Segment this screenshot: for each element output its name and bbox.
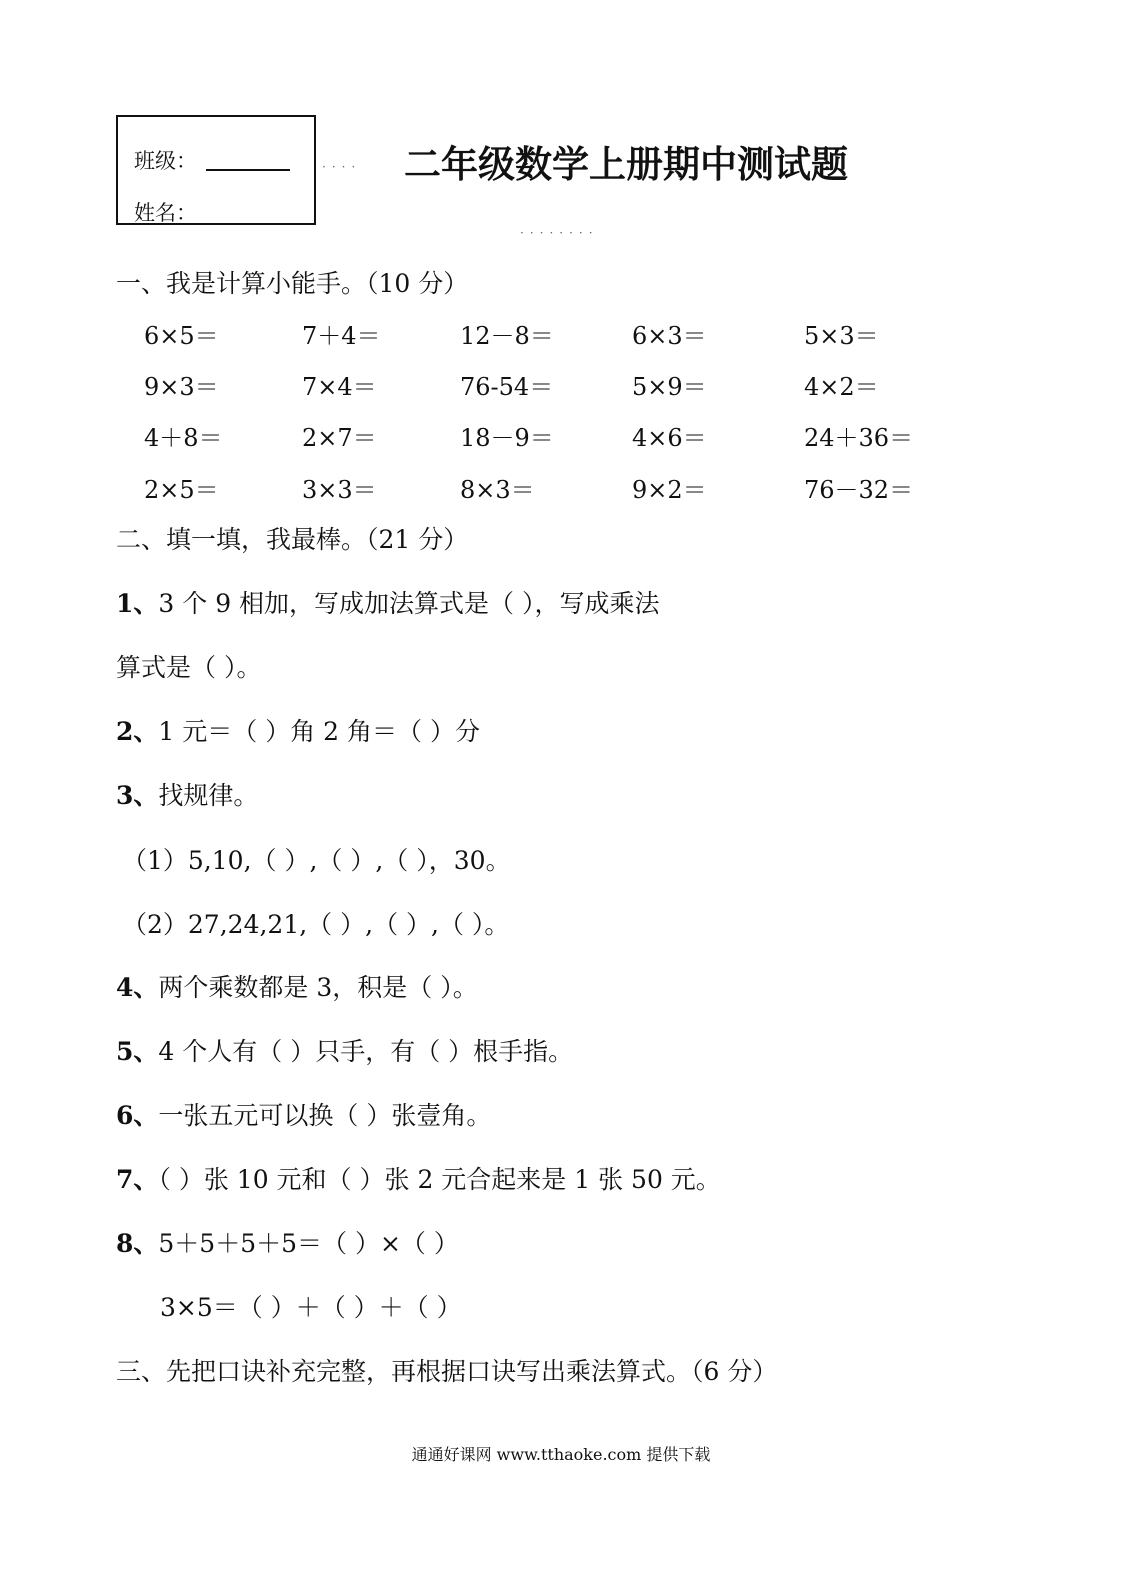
question-text: 1 元＝（ ）角 2 角＝（ ）分 [158,717,480,746]
question-2 [116,712,480,748]
name-label: 姓名： [134,201,197,225]
question-text: 两个乘数都是 3，积是（ ）。 [158,973,478,1002]
question-number: 2、 [116,717,159,746]
calc-item: 4×6＝ [632,424,707,452]
question-text: 3×5＝（ ）＋（ ）＋（ ） [160,1293,462,1322]
question-number: 7、 [116,1165,159,1194]
page-title: 二年级数学上册期中测试题 [404,143,848,186]
class-blank-line [206,169,290,171]
question-text: 4 个人有（ ）只手，有（ ）根手指。 [158,1037,574,1066]
calc-item: 7×4＝ [302,373,377,401]
question-6 [116,1096,491,1132]
question-3-part-2 [122,905,509,941]
decorative-dots-left: ···· [322,160,362,174]
question-number: 8、 [116,1229,159,1258]
calc-item: 5×3＝ [804,322,879,350]
calc-item: 76-54＝ [460,373,554,401]
section1-heading: 一、我是计算小能手。（10 分） [116,269,469,298]
section3-heading: 三、先把口诀补充完整，再根据口诀写出乘法算式。（6 分） [116,1357,778,1386]
question-8 [116,1224,459,1260]
calc-item: 2×7＝ [302,424,377,452]
calc-item: 6×3＝ [632,322,707,350]
question-number: 6、 [116,1101,159,1130]
calc-item: 5×9＝ [632,373,707,401]
calc-item: 4＋8＝ [144,424,223,452]
page-footer: 通通好课网 www.tthaoke.com 提供下载 [411,1445,711,1464]
calc-item: 2×5＝ [144,476,219,504]
question-number: 5、 [116,1037,159,1066]
calc-item: 6×5＝ [144,322,219,350]
calc-item: 18－9＝ [460,424,554,452]
question-text: （2）27,24,21,（ ）,（ ）,（ ）。 [122,910,510,939]
calc-item: 3×3＝ [302,476,377,504]
question-1-continued [116,648,261,684]
question-number: 3、 [116,781,159,810]
section2-heading: 二、填一填，我最棒。（21 分） [116,525,469,554]
calc-item: 12－8＝ [460,322,554,350]
calc-item: 7＋4＝ [302,322,381,350]
question-8-part-2 [160,1288,462,1324]
question-text: 一张五元可以换（ ）张壹角。 [158,1101,492,1130]
calc-item: 76－32＝ [804,476,914,504]
question-3 [116,776,258,812]
class-label: 班级： [134,149,197,173]
calc-item: 4×2＝ [804,373,879,401]
question-number: 4、 [116,973,159,1002]
question-4 [116,968,478,1004]
calc-item: 9×3＝ [144,373,219,401]
question-text: （1）5,10,（ ）,（ ）,（ ），30。 [122,846,511,875]
student-info-box [116,115,316,225]
question-text: 5＋5＋5＋5＝（ ）×（ ） [158,1229,459,1258]
question-5 [116,1032,573,1068]
question-text: 找规律。 [158,781,259,810]
decorative-dots-under-title: ········ [520,226,599,240]
question-number: 1、 [116,589,159,618]
question-text: 3 个 9 相加，写成加法算式是（ ），写成乘法 [158,589,660,618]
question-text: （ ）张 10 元和（ ）张 2 元合起来是 1 张 50 元。 [158,1165,721,1194]
calc-item: 9×2＝ [632,476,707,504]
calc-item: 8×3＝ [460,476,535,504]
question-text: 算式是（ ）。 [116,653,262,682]
question-3-part-1 [122,841,511,877]
question-7 [116,1160,721,1196]
calc-item: 24＋36＝ [804,424,914,452]
question-1 [116,584,660,620]
